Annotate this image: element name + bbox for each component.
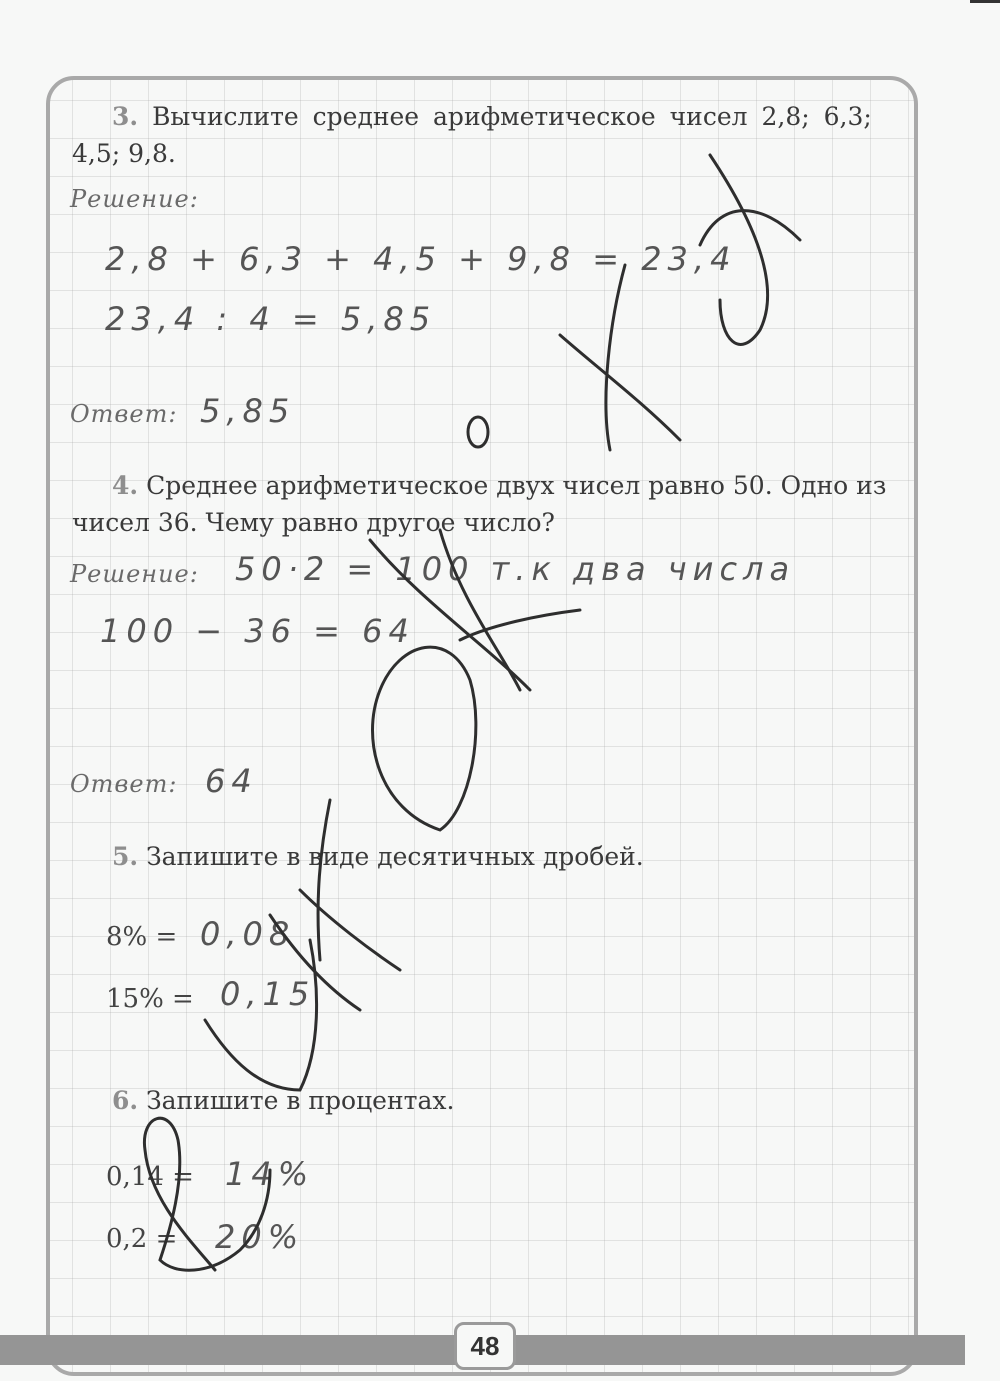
task-4-prompt bbox=[72, 467, 907, 541]
task-text: чисел 36. Чему равно другое число? bbox=[72, 508, 555, 537]
handwritten-answer: 14% bbox=[225, 1155, 315, 1193]
answer-label: Ответ: bbox=[70, 400, 178, 428]
handwritten-work: 2,8 + 6,3 + 4,5 + 9,8 = 23,4 bbox=[105, 240, 737, 278]
page-number: 48 bbox=[454, 1322, 516, 1370]
handwritten-answer: 64 bbox=[205, 762, 258, 800]
handwritten-work: 23,4 : 4 = 5,85 bbox=[105, 300, 437, 338]
expression: 0,2 = bbox=[106, 1224, 178, 1254]
handwritten-work: 100 − 36 = 64 bbox=[100, 612, 415, 650]
task-text: Запишите в процентах. bbox=[146, 1086, 455, 1115]
task-number: 6. bbox=[112, 1086, 139, 1115]
solution-label: Решение: bbox=[70, 185, 199, 213]
handwritten-answer: 0,15 bbox=[220, 975, 316, 1013]
handwritten-answer: 0,08 bbox=[200, 915, 296, 953]
expression: 0,14 = bbox=[106, 1162, 194, 1192]
task-text: Запишите в виде десятичных дробей. bbox=[146, 842, 644, 871]
task-text: Вычислите среднее арифметическое чисел 2,8; 6,3; bbox=[152, 102, 872, 131]
answer-label: Ответ: bbox=[70, 770, 178, 798]
handwritten-work: 50·2 = 100 т.к два числа bbox=[235, 550, 796, 588]
task-5-prompt bbox=[112, 838, 644, 875]
expression: 8% = bbox=[106, 922, 178, 952]
task-6-prompt bbox=[112, 1082, 454, 1119]
task-number: 5. bbox=[112, 842, 139, 871]
expression: 15% = bbox=[106, 984, 194, 1014]
solution-label: Решение: bbox=[70, 560, 199, 588]
task-3-prompt bbox=[72, 98, 907, 172]
task-text: Среднее арифметическое двух чисел равно 50. Одно из bbox=[146, 471, 887, 500]
task-text: 4,5; 9,8. bbox=[72, 139, 176, 168]
corner-mark bbox=[970, 0, 1000, 3]
handwritten-answer: 5,85 bbox=[200, 392, 296, 430]
handwritten-answer: 20% bbox=[215, 1218, 305, 1256]
task-number: 4. bbox=[112, 471, 139, 500]
task-number: 3. bbox=[112, 102, 139, 131]
